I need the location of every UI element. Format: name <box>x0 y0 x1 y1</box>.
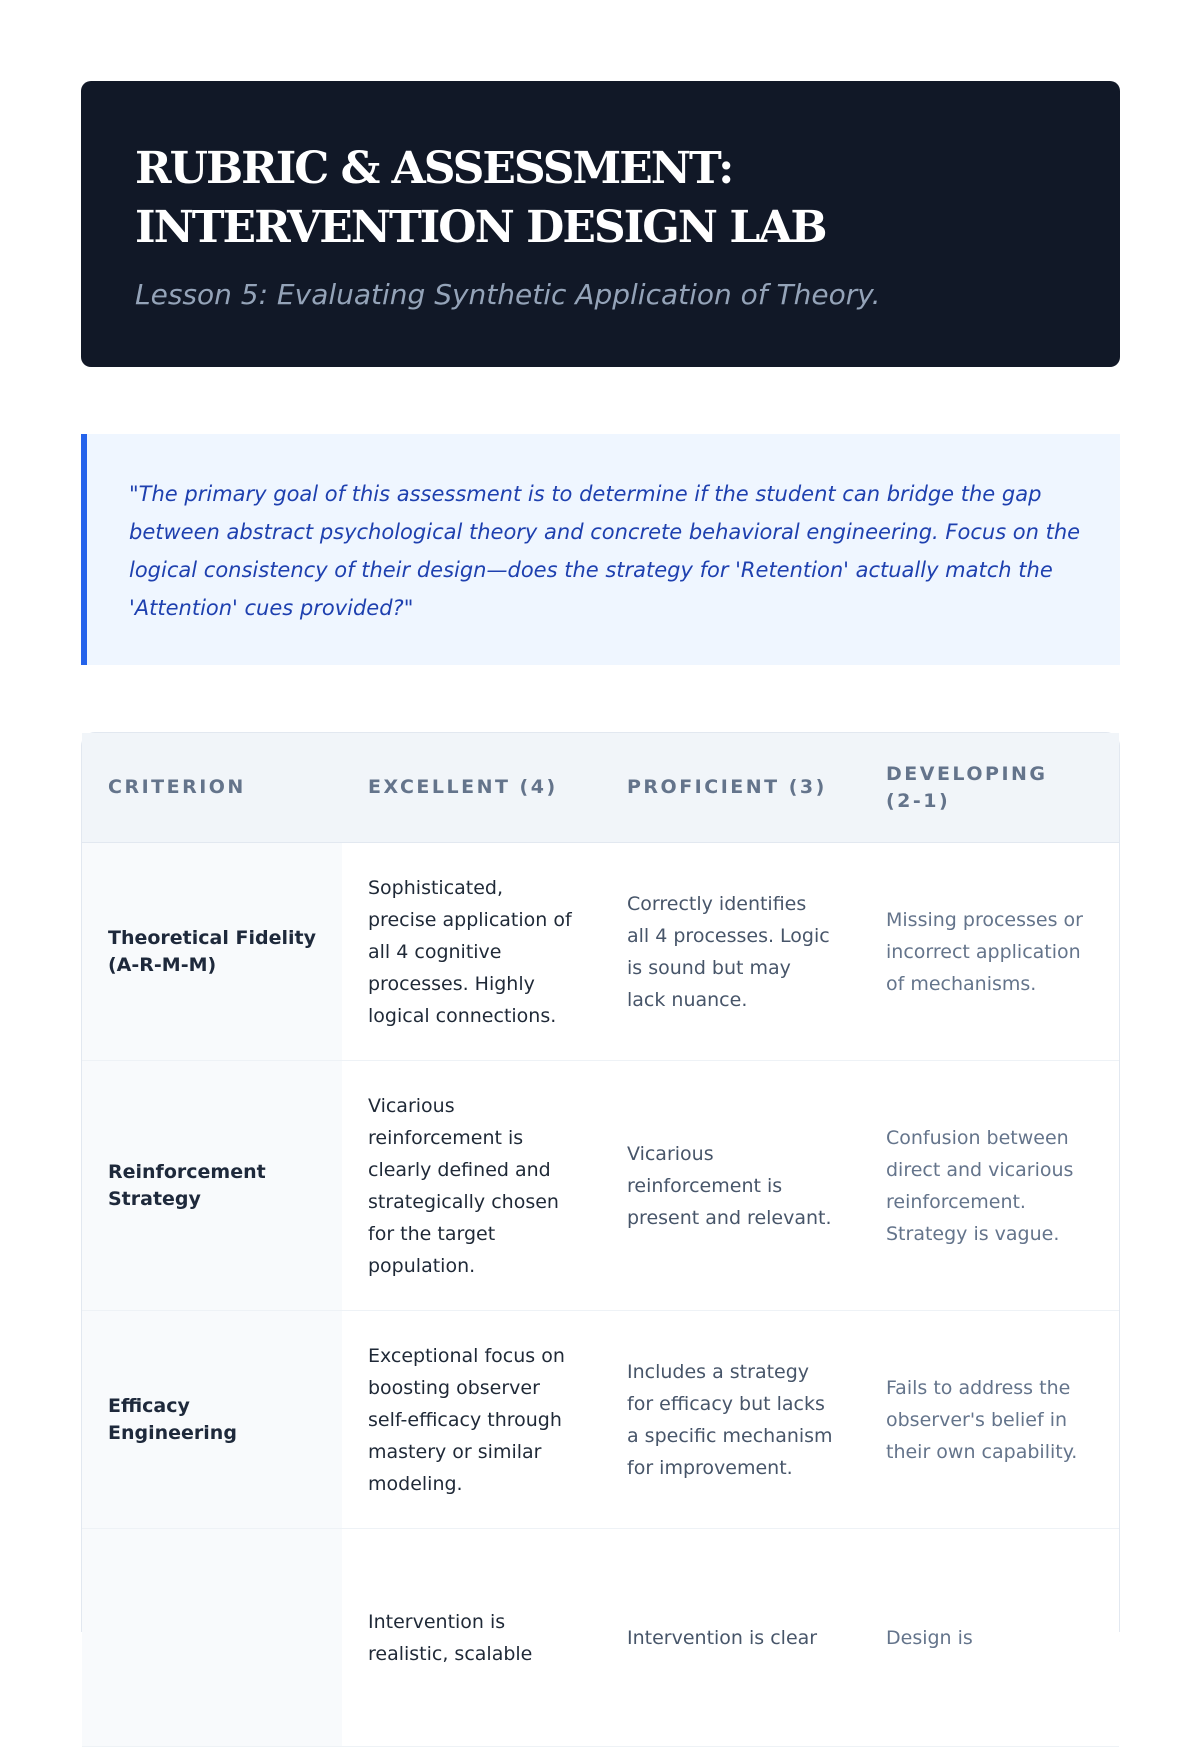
criterion-cell <box>82 1529 342 1746</box>
column-header-excellent: EXCELLENT (4) <box>368 776 558 798</box>
developing-cell: Missing processes or incorrect application of mechanisms. <box>886 908 1083 995</box>
table-header-row <box>82 733 1119 843</box>
table-row <box>82 843 1119 1061</box>
proficient-cell: Correctly identifies all 4 processes. Logic is sound but may lack nuance. <box>627 892 830 1011</box>
rubric-table <box>81 732 1120 1665</box>
column-header-proficient: PROFICIENT (3) <box>627 776 827 798</box>
criterion-cell: Theoretical Fidelity (A-R-M-M) <box>82 843 342 1060</box>
table-row <box>82 1061 1119 1311</box>
table-row <box>82 1311 1119 1529</box>
page-title: RUBRIC & ASSESSMENT: INTERVENTION DESIGN LAB <box>135 143 826 253</box>
proficient-cell: Intervention is clear <box>627 1626 818 1649</box>
developing-cell: Confusion between direct and vicarious reinforcement. Strategy is vague. <box>886 1126 1074 1245</box>
developing-cell: Design is <box>886 1626 973 1649</box>
excellent-cell: Exceptional focus on boosting observer self-efficacy through mastery or similar modeling. <box>368 1344 565 1495</box>
excellent-cell: Sophisticated, precise application of all 4 cognitive processes. Highly logical connections. <box>368 876 572 1027</box>
page-subtitle: Lesson 5: Evaluating Synthetic Application of Theory. <box>135 278 881 311</box>
criterion-cell: Reinforcement Strategy <box>82 1061 342 1310</box>
criterion-cell: Efficacy Engineering <box>82 1311 342 1528</box>
column-header-criterion: CRITERION <box>108 776 246 798</box>
proficient-cell: Vicarious reinforcement is present and relevant. <box>627 1142 832 1229</box>
table-row <box>82 1529 1119 1747</box>
column-header-developing: DEVELOPING (2-1) <box>886 762 1048 812</box>
excellent-cell: Intervention is realistic, scalable <box>368 1610 533 1665</box>
excellent-cell: Vicarious reinforcement is clearly defined and strategically chosen for the target population. <box>368 1094 559 1277</box>
instructor-note-text: "The primary goal of this assessment is to determine if the student can bridge the gap between abstract psychological theory and concrete behavioral engineering. Focus on the logical consistency of their design—does the strategy for 'Retention' actually match the 'Attention' cues provided?" <box>129 482 1081 620</box>
developing-cell: Fails to address the observer's belief in their own capability. <box>886 1376 1078 1463</box>
instructor-note-callout <box>81 434 1120 665</box>
proficient-cell: Includes a strategy for efficacy but lacks a specific mechanism for improvement. <box>627 1360 833 1479</box>
header-banner <box>81 81 1120 367</box>
